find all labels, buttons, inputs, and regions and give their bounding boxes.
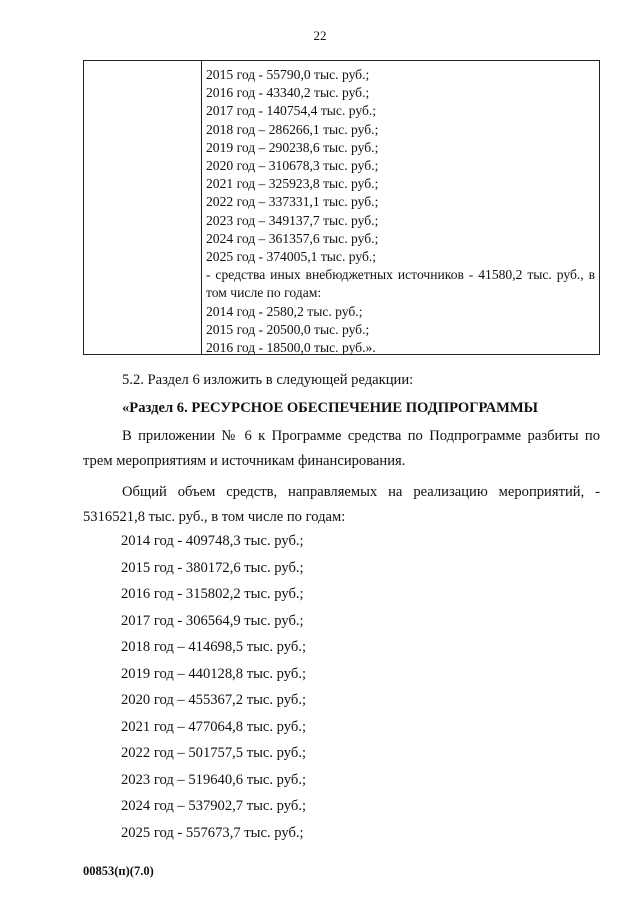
list-item: 2022 год – 501757,5 тыс. руб.; xyxy=(121,745,307,761)
list-item: 2017 год - 306564,9 тыс. руб.; xyxy=(121,612,304,629)
list-item: 2023 год – 519640,6 тыс. руб.; xyxy=(121,771,307,788)
table-line-extrabudgetary: - средства иных внебюджетных источников - 41580,2 тыс. руб., в том числе по годам: xyxy=(206,267,595,301)
section-heading: «Раздел 6. РЕСУРСНОЕ ОБЕСПЕЧЕНИЕ ПОДПРОГРАММЫ xyxy=(122,400,539,416)
table-line: 2015 год - 55790,0 тыс. руб.; xyxy=(206,67,370,82)
list-item: 2018 год – 414698,5 тыс. руб.; xyxy=(121,639,307,655)
table-line: 2014 год - 2580,2 тыс. руб.; xyxy=(206,303,363,319)
list-item: 2020 год – 455367,2 тыс. руб.; xyxy=(121,692,307,708)
table-line: 2025 год - 374005,1 тыс. руб.; xyxy=(206,249,377,265)
document-code: 00853(п)(7.0) xyxy=(83,864,154,878)
funding-table xyxy=(83,60,600,355)
year-list xyxy=(121,528,306,846)
table-right-cell xyxy=(202,61,599,354)
table-line: 2022 год – 337331,1 тыс. руб.; xyxy=(206,194,379,210)
table-line: 2023 год – 349137,7 тыс. руб.; xyxy=(206,212,379,228)
table-line: 2016 год - 43340,2 тыс. руб.; xyxy=(206,85,370,101)
list-item: 2021 год – 477064,8 тыс. руб.; xyxy=(121,718,307,735)
list-item: 2019 год – 440128,8 тыс. руб.; xyxy=(121,665,307,682)
main-text xyxy=(83,368,600,530)
table-line: 2017 год - 140754,4 тыс. руб.; xyxy=(206,103,377,119)
table-line: 2015 год - 20500,0 тыс. руб.; xyxy=(206,321,370,337)
table-line: 2016 год - 18500,0 тыс. руб.». xyxy=(206,340,376,356)
table-line: 2019 год – 290238,6 тыс. руб.; xyxy=(206,139,379,155)
page-number: 22 xyxy=(313,28,327,43)
paragraph-appendix: В приложении № 6 к Программе средства по Подпрограмме разбиты по трем мероприятиям и источникам финансирования. xyxy=(83,428,600,469)
paragraph-total: Общий объем средств, направляемых на реализацию мероприятий, - 5316521,8 тыс. руб., в том числе по годам: xyxy=(83,484,600,525)
list-item: 2016 год - 315802,2 тыс. руб.; xyxy=(121,586,304,602)
table-left-cell xyxy=(84,61,202,354)
item-5-2: 5.2. Раздел 6 изложить в следующей редакции: xyxy=(122,372,414,388)
table-line: 2018 год – 286266,1 тыс. руб.; xyxy=(206,121,379,137)
list-item: 2025 год - 557673,7 тыс. руб.; xyxy=(121,824,304,841)
table-line: 2020 год – 310678,3 тыс. руб.; xyxy=(206,158,379,174)
table-line: 2021 год – 325923,8 тыс. руб.; xyxy=(206,176,379,192)
list-item: 2024 год – 537902,7 тыс. руб.; xyxy=(121,798,307,814)
table-line: 2024 год – 361357,6 тыс. руб.; xyxy=(206,230,379,246)
list-item: 2014 год - 409748,3 тыс. руб.; xyxy=(121,533,304,549)
list-item: 2015 год - 380172,6 тыс. руб.; xyxy=(121,559,304,576)
